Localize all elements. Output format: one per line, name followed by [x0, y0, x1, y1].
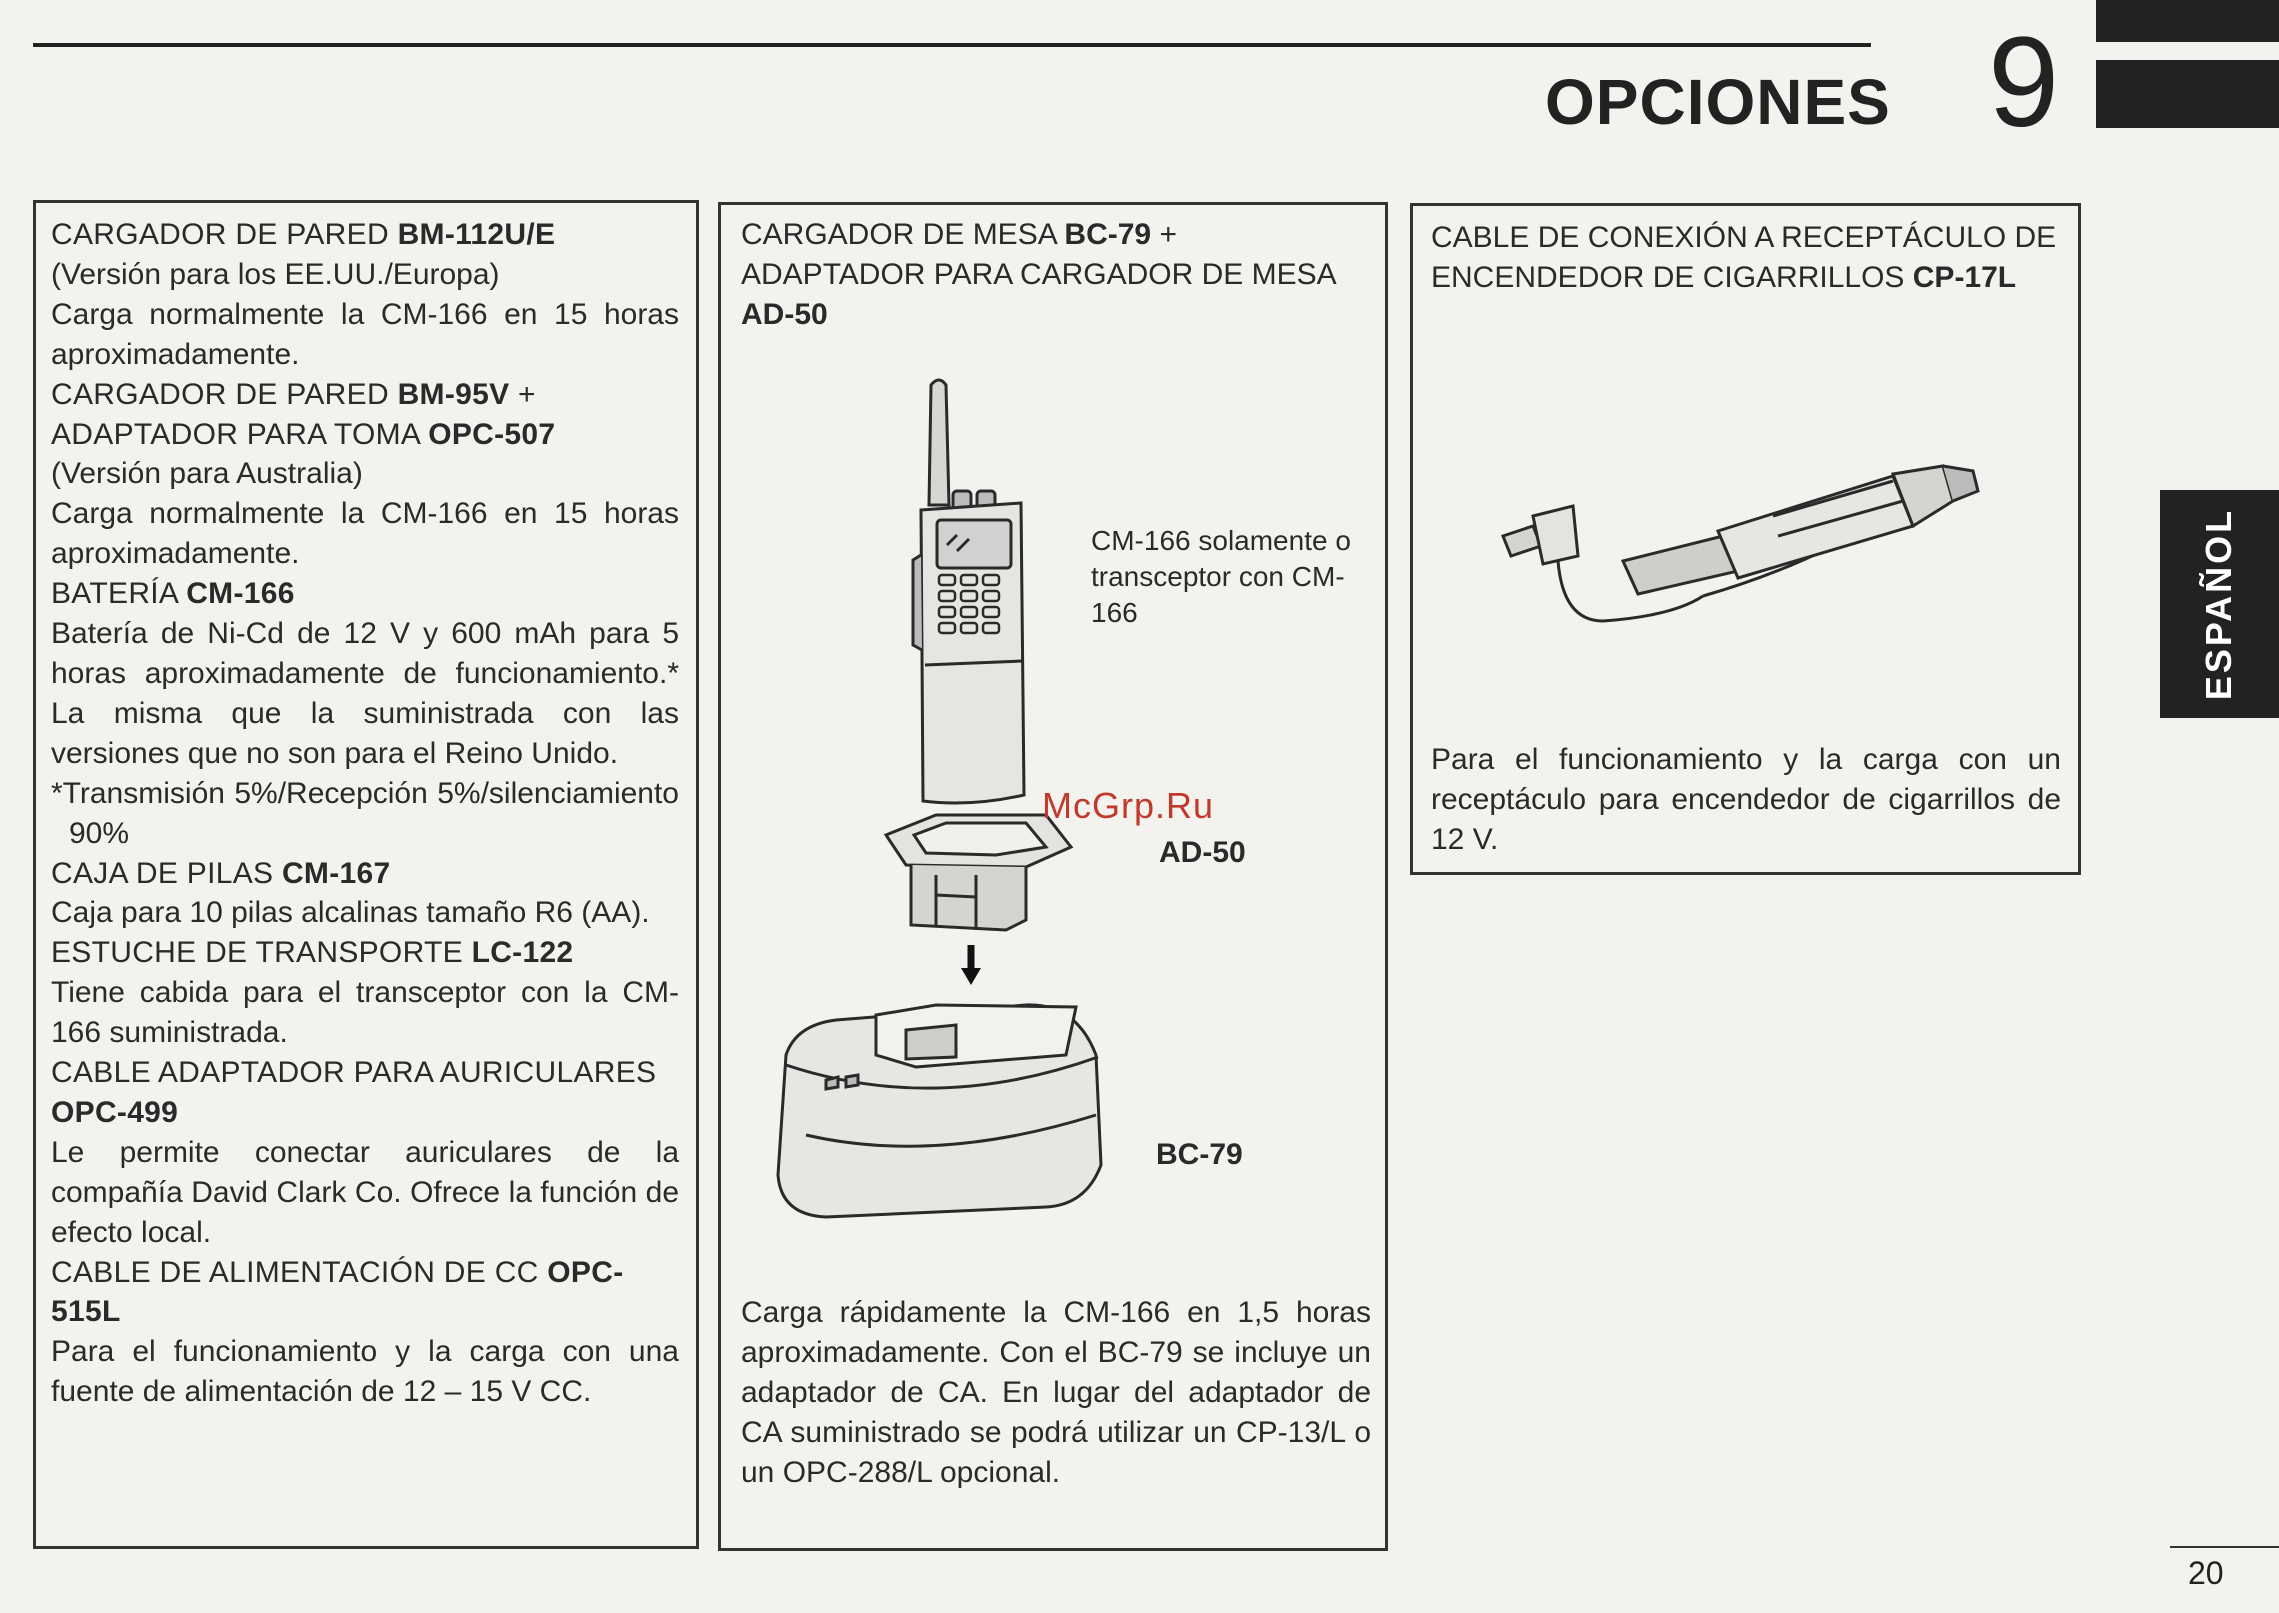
language-tab-label: ESPAÑOL — [2198, 507, 2239, 701]
cigarette-cable-description: Para el funcionamiento y la carga con un receptáculo para encendedor de cigarrillos de 12 V. — [1431, 743, 2061, 856]
option-version: (Versión para los EE.UU./Europa) — [51, 257, 500, 291]
cigarette-cable-illustration — [1473, 446, 2033, 646]
option-heading: CABLE DE ALIMENTACIÓN DE CC OPC-515L — [51, 1255, 624, 1329]
model-code: LC-122 — [471, 936, 574, 970]
option-heading: CAJA DE PILAS CM-167 — [51, 856, 391, 890]
desktop-charger-heading: CARGADOR DE MESA BC-79 + ADAPTADOR PARA CARGADOR DE MESA AD-50 — [741, 218, 1336, 331]
option-lc-122 — [51, 933, 679, 1053]
option-heading: CARGADOR DE PARED BM-112U/E — [51, 218, 556, 251]
option-bm-112ue — [51, 215, 679, 375]
option-description: Para el funcionamiento y la carga con una fuente de alimentación de 12 – 15 V CC. — [51, 1335, 679, 1409]
adapter-illustration — [876, 805, 1076, 1005]
model-code: AD-50 — [741, 297, 828, 331]
option-version: (Versión para Australia) — [51, 457, 363, 491]
model-code: CM-167 — [281, 856, 391, 890]
transceiver-note: CM-166 solamente o transceptor con CM-166 — [1091, 525, 1351, 628]
model-code: OPC-515L — [51, 1255, 624, 1329]
model-code: CP-17L — [1912, 260, 2017, 294]
cigarette-cable-heading: CABLE DE CONEXIÓN A RECEPTÁCULO DE ENCENDEDOR DE CIGARRILLOS CP-17L — [1431, 221, 2057, 294]
option-heading: CARGADOR DE PARED BM-95V + — [51, 377, 536, 411]
options-list-panel — [33, 200, 699, 1549]
page-number: 20 — [2188, 1555, 2224, 1591]
model-code: OPC-499 — [51, 1095, 179, 1129]
chapter-number: 9 — [1988, 11, 2060, 154]
top-rule — [33, 43, 1871, 47]
charger-illustration — [766, 995, 1126, 1225]
watermark: McGrp.Ru — [1042, 785, 1215, 826]
option-heading: CABLE ADAPTADOR PARA AURICULARES OPC-499 — [51, 1056, 657, 1129]
option-description: Tiene cabida para el transceptor con la CM-166 suministrada. — [51, 976, 679, 1050]
cigarette-cable-panel — [1410, 203, 2081, 875]
option-opc-499 — [51, 1053, 679, 1253]
option-description: Carga normalmente la CM-166 en 15 horas aproximadamente. — [51, 297, 679, 371]
option-description: Le permite conectar auriculares de la compañía David Clark Co. Ofrece la función de efecto local. — [51, 1135, 679, 1249]
model-code: CM-166 — [186, 577, 295, 611]
desktop-charger-description: Carga rápidamente la CM-166 en 1,5 horas aproximadamente. Con el BC-79 se incluye un adaptador de CA. En lugar del adaptador de CA suministrado se podrá utilizar un CP-13/L o un OPC-288/L opcional. — [741, 1296, 1371, 1489]
model-code: BC-79 — [1064, 218, 1152, 251]
adapter-label: AD-50 — [1159, 836, 1246, 869]
side-bar-bottom — [2096, 60, 2279, 128]
model-code: BM-95V — [397, 377, 510, 411]
language-tab — [2160, 490, 2279, 718]
charger-label: BC-79 — [1156, 1138, 1243, 1171]
option-description: Batería de Ni-Cd de 12 V y 600 mAh para 5 horas aproximadamente de funcionamiento.* La misma que la suministrada con las versiones que no son para el Reino Unido. — [51, 617, 679, 770]
option-description: Carga normalmente la CM-166 en 15 horas aproximadamente. — [51, 497, 679, 571]
option-bm-95v — [51, 375, 679, 575]
page-rule — [2170, 1546, 2279, 1548]
model-code: BM-112U/E — [397, 218, 556, 251]
option-description: Caja para 10 pilas alcalinas tamaño R6 (AA). — [51, 896, 650, 930]
desktop-charger-panel — [718, 202, 1388, 1551]
options-list — [51, 215, 679, 1412]
side-bar-top — [2096, 0, 2279, 42]
model-code: OPC-507 — [428, 417, 556, 451]
footnote: *Transmisión 5%/Recepción 5%/silenciamiento 90% — [51, 776, 679, 850]
option-heading: ESTUCHE DE TRANSPORTE LC-122 — [51, 936, 574, 970]
page-title: OPCIONES — [1545, 66, 1891, 138]
option-opc-515l — [51, 1253, 679, 1413]
option-cm-167 — [51, 854, 679, 934]
option-heading: BATERÍA CM-166 — [51, 577, 295, 611]
option-heading-2: ADAPTADOR PARA TOMA OPC-507 — [51, 417, 556, 451]
option-cm-166 — [51, 574, 679, 853]
